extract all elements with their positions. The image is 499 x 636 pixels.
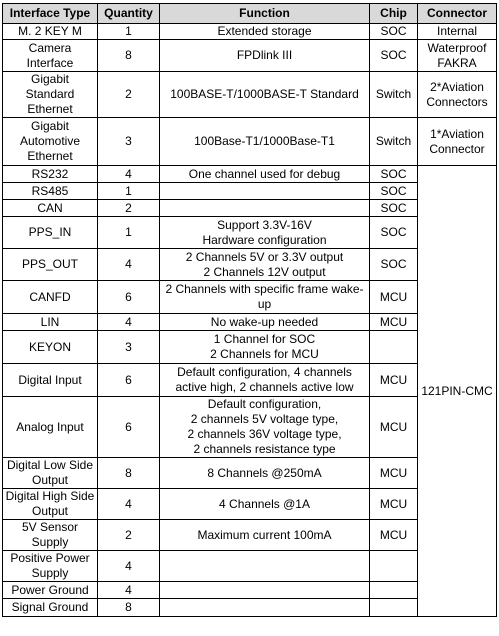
chip-cell: Switch [370, 118, 418, 166]
interface-type-cell: RS232 [3, 166, 98, 183]
quantity-cell: 4 [98, 314, 160, 331]
table-row [3, 24, 497, 40]
function-cell: Default configuration, 2 channels 5V voltage type, 2 channels 36V voltage type, 2 channels resistance type [160, 397, 370, 458]
quantity-cell: 8 [98, 458, 160, 489]
quantity-cell: 1 [98, 217, 160, 249]
chip-cell [370, 582, 418, 599]
connector-cell: Waterproof FAKRA [418, 40, 497, 72]
function-cell: 8 Channels @250mA [160, 458, 370, 489]
quantity-cell: 8 [98, 40, 160, 72]
chip-cell [370, 331, 418, 364]
header-quantity: Quantity [98, 4, 160, 24]
quantity-cell: 1 [98, 183, 160, 200]
interface-type-cell: Positive Power Supply [3, 551, 98, 582]
chip-cell: MCU [370, 314, 418, 331]
interface-type-cell: Power Ground [3, 582, 98, 599]
function-cell: 2 Channels 5V or 3.3V output 2 Channels 12V output [160, 249, 370, 281]
interface-type-cell: CANFD [3, 281, 98, 314]
interface-type-cell: Digital High Side Output [3, 489, 98, 520]
quantity-cell: 2 [98, 72, 160, 118]
function-cell: Maximum current 100mA [160, 520, 370, 551]
function-cell: One channel used for debug [160, 166, 370, 183]
function-cell: Extended storage [160, 24, 370, 40]
interface-type-cell: KEYON [3, 331, 98, 364]
interface-type-cell: Gigabit Standard Ethernet [3, 72, 98, 118]
interface-spec-table [2, 3, 497, 617]
interface-type-cell: Analog Input [3, 397, 98, 458]
merged-connector-cell: 121PIN-CMC [418, 166, 497, 617]
quantity-cell: 8 [98, 599, 160, 617]
interface-type-cell: PPS_OUT [3, 249, 98, 281]
quantity-cell: 6 [98, 281, 160, 314]
interface-type-cell: M. 2 KEY M [3, 24, 98, 40]
function-cell [160, 183, 370, 200]
table-row [3, 40, 497, 72]
quantity-cell: 2 [98, 200, 160, 217]
chip-cell: Switch [370, 72, 418, 118]
chip-cell: MCU [370, 281, 418, 314]
interface-type-cell: Digital Input [3, 364, 98, 397]
quantity-cell: 3 [98, 331, 160, 364]
table-row [3, 72, 497, 118]
table-row [3, 166, 497, 183]
function-cell: Default configuration, 4 channels active high, 2 channels active low [160, 364, 370, 397]
chip-cell: SOC [370, 183, 418, 200]
chip-cell [370, 551, 418, 582]
chip-cell [370, 599, 418, 617]
interface-type-cell: Digital Low Side Output [3, 458, 98, 489]
chip-cell: MCU [370, 489, 418, 520]
chip-cell: MCU [370, 364, 418, 397]
quantity-cell: 2 [98, 520, 160, 551]
function-cell [160, 582, 370, 599]
interface-type-cell: Gigabit Automotive Ethernet [3, 118, 98, 166]
interface-type-cell: RS485 [3, 183, 98, 200]
header-function: Function [160, 4, 370, 24]
quantity-cell: 4 [98, 551, 160, 582]
chip-cell: MCU [370, 520, 418, 551]
chip-cell: MCU [370, 458, 418, 489]
interface-type-cell: CAN [3, 200, 98, 217]
chip-cell: SOC [370, 249, 418, 281]
function-cell [160, 200, 370, 217]
table-body [3, 24, 497, 617]
quantity-cell: 6 [98, 397, 160, 458]
interface-type-cell: Signal Ground [3, 599, 98, 617]
interface-type-cell: Camera Interface [3, 40, 98, 72]
function-cell: 4 Channels @1A [160, 489, 370, 520]
header-chip: Chip [370, 4, 418, 24]
chip-cell: SOC [370, 166, 418, 183]
connector-cell: 2*Aviation Connectors [418, 72, 497, 118]
interface-type-cell: PPS_IN [3, 217, 98, 249]
interface-type-cell: 5V Sensor Supply [3, 520, 98, 551]
quantity-cell: 4 [98, 489, 160, 520]
interface-type-cell: LIN [3, 314, 98, 331]
chip-cell: SOC [370, 217, 418, 249]
connector-cell: Internal [418, 24, 497, 40]
header-connector: Connector [418, 4, 497, 24]
function-cell: 100Base-T1/1000Base-T1 [160, 118, 370, 166]
quantity-cell: 3 [98, 118, 160, 166]
function-cell: 1 Channel for SOC 2 Channels for MCU [160, 331, 370, 364]
connector-cell: 1*Aviation Connector [418, 118, 497, 166]
chip-cell: SOC [370, 40, 418, 72]
quantity-cell: 4 [98, 249, 160, 281]
quantity-cell: 1 [98, 24, 160, 40]
table-row [3, 118, 497, 166]
function-cell [160, 599, 370, 617]
chip-cell: SOC [370, 24, 418, 40]
quantity-cell: 6 [98, 364, 160, 397]
header-interface-type: Interface Type [3, 4, 98, 24]
quantity-cell: 4 [98, 166, 160, 183]
function-cell [160, 551, 370, 582]
chip-cell: MCU [370, 397, 418, 458]
function-cell: No wake-up needed [160, 314, 370, 331]
quantity-cell: 4 [98, 582, 160, 599]
chip-cell: SOC [370, 200, 418, 217]
function-cell: 100BASE-T/1000BASE-T Standard [160, 72, 370, 118]
function-cell: FPDlink III [160, 40, 370, 72]
header-row [3, 4, 497, 24]
function-cell: Support 3.3V-16V Hardware configuration [160, 217, 370, 249]
function-cell: 2 Channels with specific frame wake-up [160, 281, 370, 314]
